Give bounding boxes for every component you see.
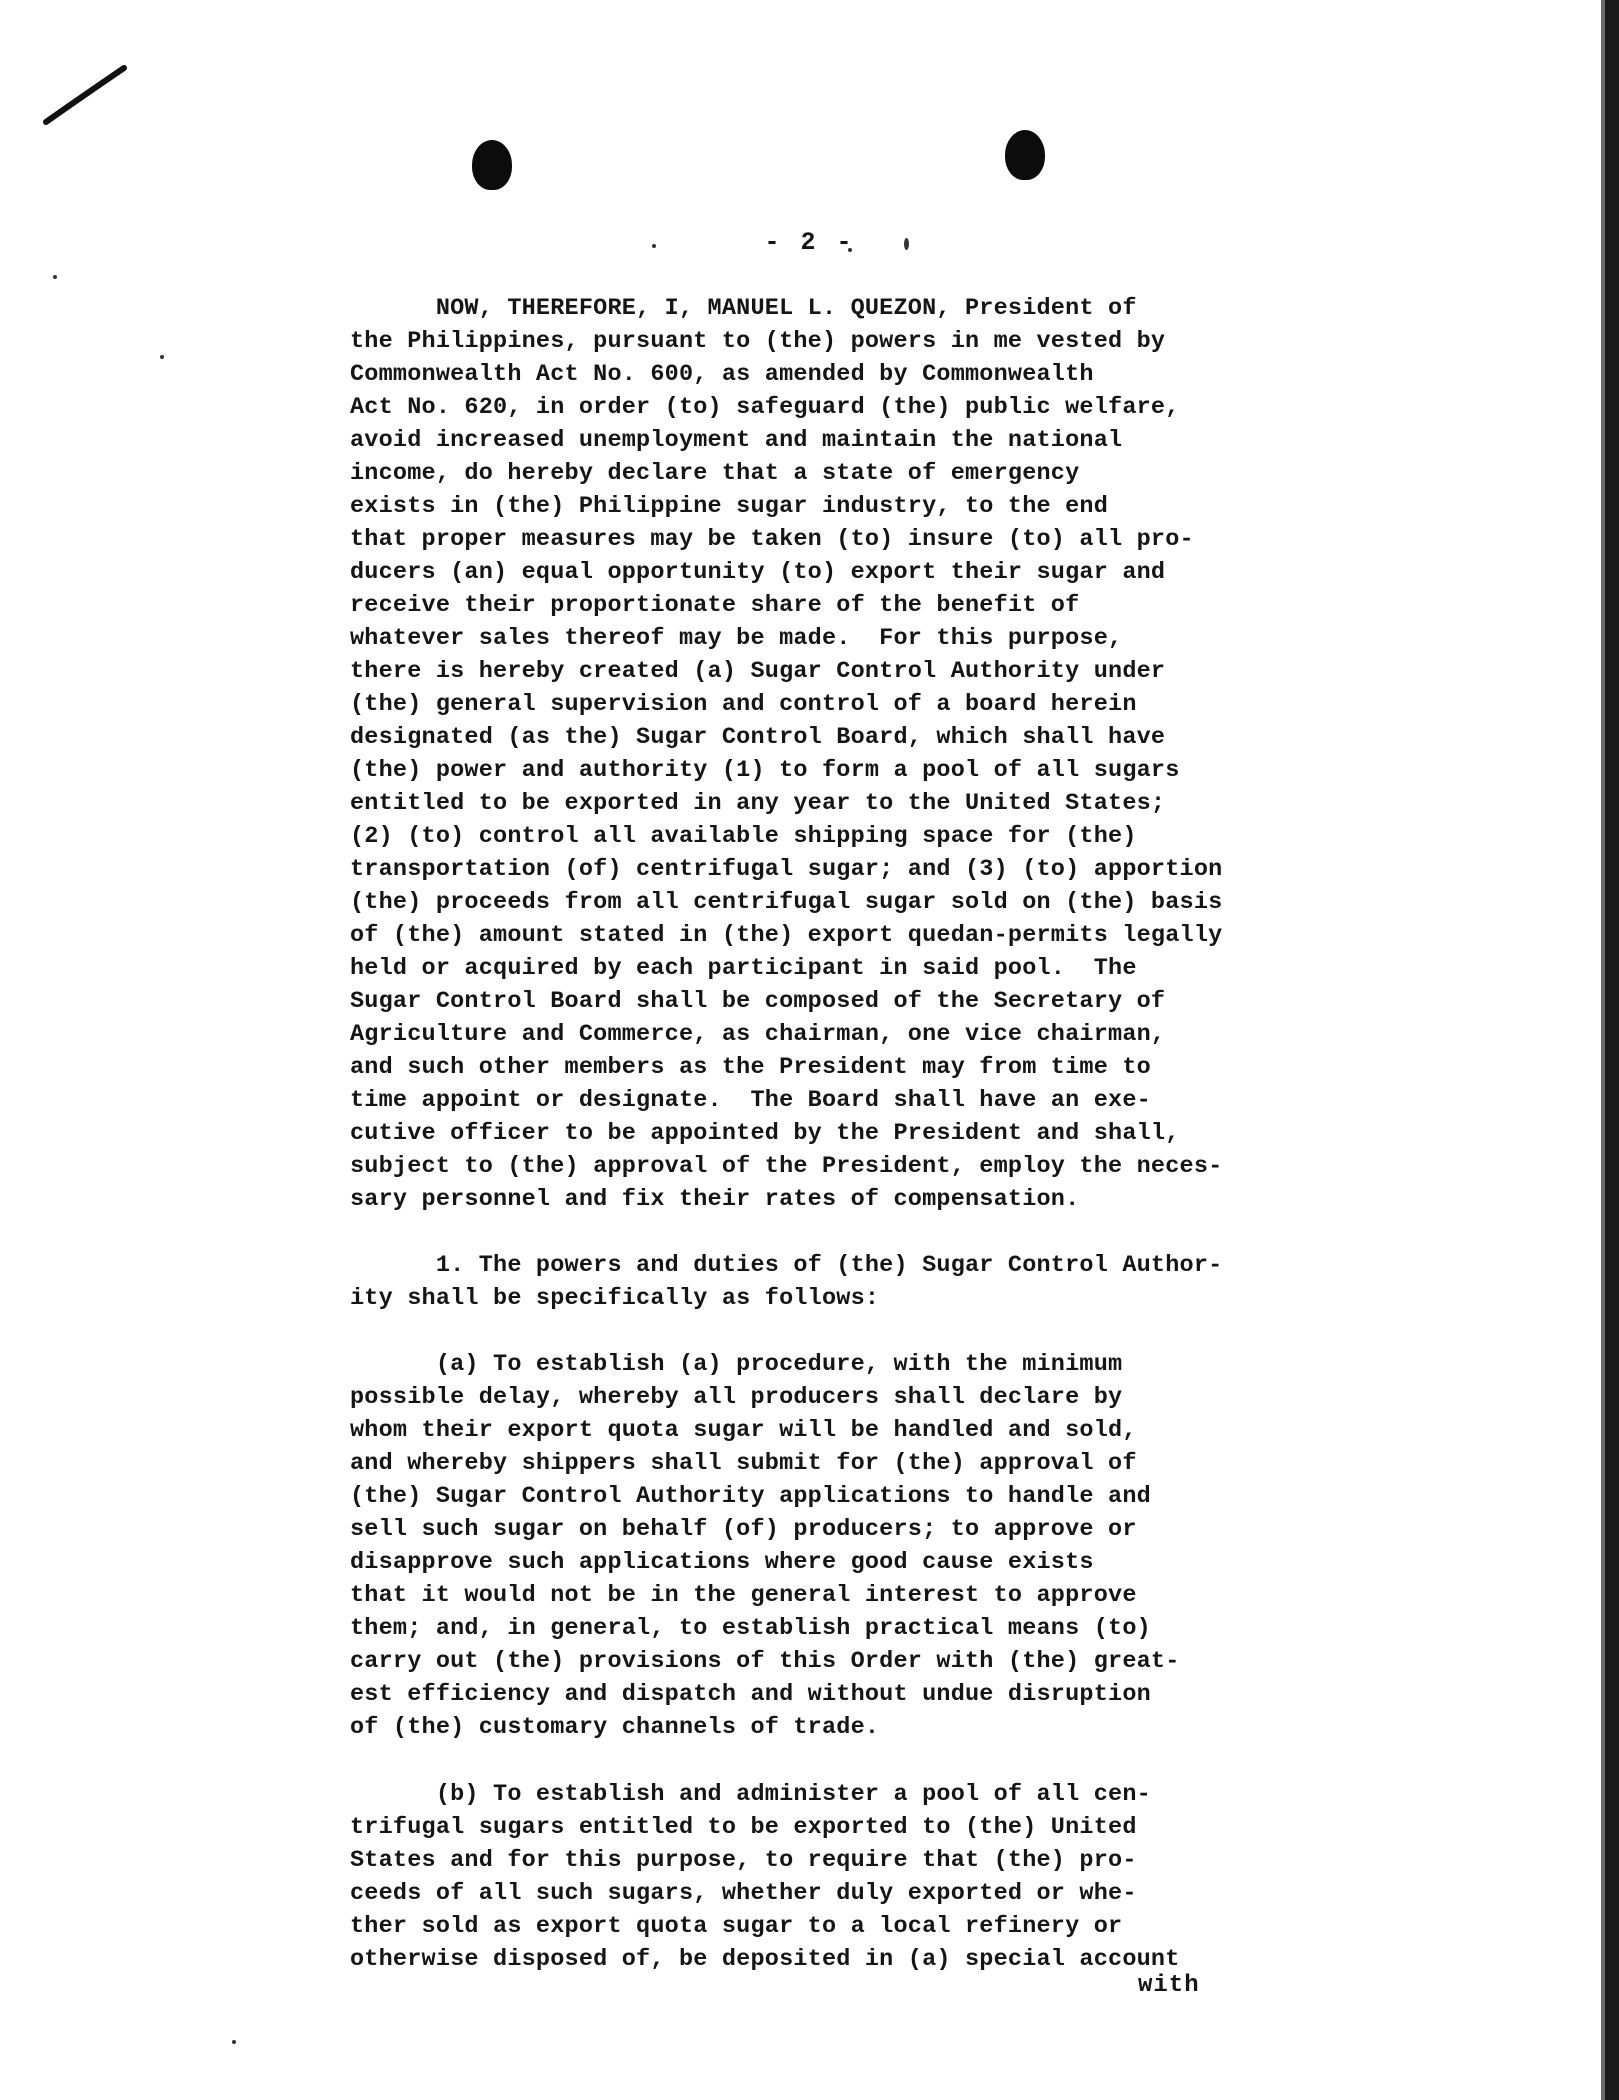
text-line: subject to (the) approval of the President, employ the neces- [350, 1153, 1223, 1180]
text-line: carry out (the) provisions of this Order with (the) great- [350, 1648, 1180, 1675]
text-line: sell such sugar on behalf (of) producers; to approve or [350, 1516, 1137, 1543]
text-line: Sugar Control Board shall be composed of the Secretary of [350, 988, 1166, 1015]
text-line: of (the) customary channels of trade. [350, 1714, 880, 1741]
text-line: receive their proportionate share of the benefit of [350, 592, 1080, 619]
item-a-paragraph [350, 1348, 1350, 1744]
text-line: them; and, in general, to establish practical means (to) [350, 1615, 1151, 1642]
text-line: 1. The powers and duties of (the) Sugar Control Author- [350, 1252, 1223, 1279]
text-line: and whereby shippers shall submit for (the) approval of [350, 1450, 1137, 1477]
text-line: (the) proceeds from all centrifugal sugar sold on (the) basis [350, 889, 1223, 916]
item-b-paragraph [350, 1778, 1350, 1976]
text-line: (b) To establish and administer a pool of all cen- [350, 1781, 1151, 1808]
text-line: sary personnel and fix their rates of compensation. [350, 1186, 1080, 1213]
text-line: (the) general supervision and control of a board herein [350, 691, 1137, 718]
catchword: with [1138, 1972, 1200, 1999]
text-line: Act No. 620, in order (to) safeguard (the) public welfare, [350, 394, 1180, 421]
punch-hole-left [472, 140, 512, 190]
text-line: transportation (of) centrifugal sugar; and (3) (to) apportion [350, 856, 1223, 883]
text-line: ther sold as export quota sugar to a local refinery or [350, 1913, 1123, 1940]
text-line: (the) Sugar Control Authority applications to handle and [350, 1483, 1151, 1510]
speck [232, 2040, 236, 2044]
document-body [350, 292, 1350, 1976]
text-line: ceeds of all such sugars, whether duly exported or whe- [350, 1880, 1137, 1907]
text-line: entitled to be exported in any year to the United States; [350, 790, 1166, 817]
text-line: Commonwealth Act No. 600, as amended by Commonwealth [350, 361, 1094, 388]
text-line: cutive officer to be appointed by the President and shall, [350, 1120, 1180, 1147]
paragraph-gap [350, 1315, 1350, 1348]
text-line: exists in (the) Philippine sugar industry, to the end [350, 493, 1109, 520]
text-line: States and for this purpose, to require that (the) pro- [350, 1847, 1137, 1874]
text-line: designated (as the) Sugar Control Board, which shall have [350, 724, 1166, 751]
text-line: that it would not be in the general interest to approve [350, 1582, 1137, 1609]
text-line: avoid increased unemployment and maintain the national [350, 427, 1123, 454]
pen-stroke-mark [40, 60, 130, 140]
text-line: est efficiency and dispatch and without undue disruption [350, 1681, 1151, 1708]
text-line: (the) power and authority (1) to form a pool of all sugars [350, 757, 1180, 784]
page-number: - 2 - [764, 228, 855, 257]
paragraph-gap [350, 1216, 1350, 1249]
text-line: of (the) amount stated in (the) export quedan-permits legally [350, 922, 1223, 949]
proclamation-paragraph [350, 292, 1350, 1216]
punch-hole-right [1005, 130, 1045, 180]
text-line: (2) (to) control all available shipping space for (the) [350, 823, 1137, 850]
speck [53, 275, 57, 279]
text-line: otherwise disposed of, be deposited in (a) special account [350, 1946, 1180, 1973]
text-line: ducers (an) equal opportunity (to) export their sugar and [350, 559, 1166, 586]
text-line: (a) To establish (a) procedure, with the minimum [350, 1351, 1123, 1378]
page-edge [1605, 0, 1619, 2100]
powers-intro-paragraph [350, 1249, 1350, 1315]
speck [160, 355, 164, 359]
text-line: disapprove such applications where good cause exists [350, 1549, 1094, 1576]
text-line: the Philippines, pursuant to (the) powers in me vested by [350, 328, 1166, 355]
text-line: possible delay, whereby all producers shall declare by [350, 1384, 1123, 1411]
text-line: whom their export quota sugar will be handled and sold, [350, 1417, 1137, 1444]
text-line: Agriculture and Commerce, as chairman, one vice chairman, [350, 1021, 1166, 1048]
paragraph-gap [350, 1744, 1350, 1778]
text-line: income, do hereby declare that a state of emergency [350, 460, 1080, 487]
text-line: ity shall be specifically as follows: [350, 1285, 880, 1312]
text-line: whatever sales thereof may be made. For this purpose, [350, 625, 1123, 652]
text-line: trifugal sugars entitled to be exported to (the) United [350, 1814, 1137, 1841]
text-line: time appoint or designate. The Board shall have an exe- [350, 1087, 1151, 1114]
text-line: held or acquired by each participant in said pool. The [350, 955, 1137, 982]
text-line: there is hereby created (a) Sugar Control Authority under [350, 658, 1166, 685]
text-line: that proper measures may be taken (to) insure (to) all pro- [350, 526, 1194, 553]
text-line: and such other members as the President may from time to [350, 1054, 1151, 1081]
text-line: NOW, THEREFORE, I, MANUEL L. QUEZON, President of [350, 295, 1137, 322]
